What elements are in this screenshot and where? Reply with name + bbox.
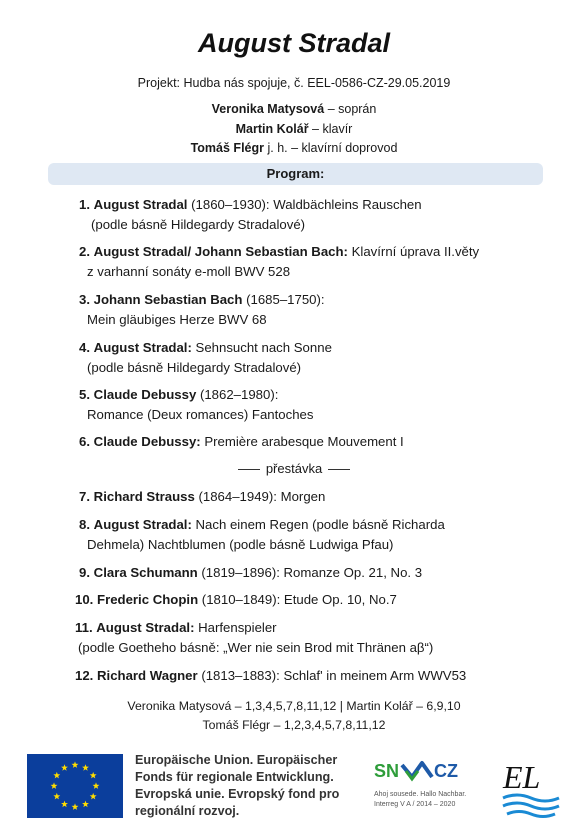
eu-star-icon — [51, 782, 58, 789]
eu-star-icon — [90, 793, 97, 800]
item-number: 2. — [79, 244, 90, 259]
performer-line — [0, 141, 588, 155]
program-item — [79, 563, 549, 583]
performer-line — [0, 102, 588, 116]
intermission — [0, 461, 588, 476]
item-number: 6. — [79, 434, 90, 449]
item-number: 4. — [79, 340, 90, 355]
eu-text-line: Fonds für regionale Entwicklung. — [135, 770, 334, 784]
program-item — [79, 487, 549, 507]
eu-text-line: regionální rozvoj. — [135, 804, 240, 818]
program-item — [79, 515, 549, 555]
program-item — [79, 385, 549, 425]
project-line: Projekt: Hudba nás spojuje, č. EEL-0586-CZ-29.05.2019 — [137, 76, 451, 90]
item-detail: (1862–1980): — [196, 387, 279, 402]
program-item — [79, 338, 549, 378]
divider — [328, 469, 350, 470]
eu-star-icon — [72, 761, 79, 768]
item-composer: Clara Schumann — [93, 565, 198, 580]
item-number: 1. — [79, 197, 90, 212]
item-detail: (1819–1896): Romanze Op. 21, No. 3 — [197, 565, 423, 580]
item-number: 8. — [79, 517, 90, 532]
item-subline: Romance (Deux romances) Fantoches — [87, 407, 314, 422]
performer-summary: Tomáš Flégr – 1,2,3,4,5,7,8,11,12 — [202, 718, 386, 732]
eu-text-line: Europäische Union. Europäischer — [135, 753, 338, 767]
item-subline: Dehmela) Nachtblumen (podle básně Ludwiga Pfau) — [87, 537, 394, 552]
item-composer: August Stradal: — [93, 517, 192, 532]
el-logo-text: EL — [503, 759, 541, 795]
item-number: 12. — [75, 668, 94, 683]
item-number: 10. — [75, 592, 94, 607]
sncz-mark-icon — [372, 757, 472, 785]
program-item — [79, 195, 549, 235]
item-composer: August Stradal — [93, 197, 188, 212]
item-detail: Harfenspieler — [194, 620, 277, 635]
item-number: 5. — [79, 387, 90, 402]
eu-star-icon — [53, 772, 60, 779]
sncz-tagline: Ahoj sousede. Hallo Nachbar. — [374, 791, 467, 798]
performer-name: Veronika Matysová — [211, 102, 325, 116]
item-detail: Nach einem Regen (podle básně Richarda — [191, 517, 445, 532]
eu-flag-logo — [27, 754, 123, 818]
item-detail: Sehnsucht nach Sonne — [191, 340, 332, 355]
program-item — [79, 290, 549, 330]
item-composer: August Stradal/ Johann Sebastian Bach: — [93, 244, 348, 259]
performer-line — [0, 122, 588, 136]
program-item — [79, 432, 549, 452]
item-subline: z varhanní sonáty e-moll BWV 528 — [87, 264, 291, 279]
sncz-sn-text: SN — [374, 761, 400, 781]
item-composer: August Stradal: — [93, 340, 192, 355]
program-heading: Program: — [48, 163, 543, 185]
item-composer: Frederic Chopin — [97, 592, 199, 607]
item-detail: (1813–1883): Schlaf' in meinem Arm WWV53 — [197, 668, 467, 683]
interreg-sncz-logo — [372, 757, 472, 819]
performer-role: j. h. – klavírní doprovod — [264, 141, 398, 155]
sncz-program-line: Interreg V A / 2014 – 2020 — [374, 801, 456, 808]
eu-text-line: Evropská unie. Evropský fond pro — [135, 787, 340, 801]
performer-summary: Veronika Matysová – 1,3,4,5,7,8,11,12 | Martin Kolář – 6,9,10 — [127, 699, 461, 713]
item-detail: (1810–1849): Etude Op. 10, No.7 — [198, 592, 397, 607]
eu-star-icon — [53, 793, 60, 800]
item-composer: Johann Sebastian Bach — [93, 292, 243, 307]
item-number: 11. — [75, 620, 93, 635]
program-item — [75, 618, 545, 658]
eu-star-icon — [82, 801, 89, 808]
item-subline: Mein gläubiges Herze BWV 68 — [87, 312, 267, 327]
sncz-cz-text: CZ — [434, 761, 458, 781]
eu-funding-text — [135, 752, 355, 820]
item-subline: (podle básně Hildegardy Stradalové) — [91, 217, 306, 232]
program-item — [75, 666, 545, 686]
item-detail: (1860–1930): Waldbächleins Rauschen — [187, 197, 422, 212]
item-detail: (1864–1949): Morgen — [194, 489, 326, 504]
eu-stars-icon — [27, 754, 123, 818]
page-title: August Stradal — [197, 28, 391, 58]
performer-role: – klavír — [308, 122, 353, 136]
item-number: 3. — [79, 292, 90, 307]
item-number: 9. — [79, 565, 90, 580]
eu-star-icon — [61, 801, 68, 808]
item-detail: Klavírní úprava II.věty — [347, 244, 480, 259]
eu-star-icon — [72, 803, 79, 810]
eu-star-icon — [90, 772, 97, 779]
item-subline: (podle básně Hildegardy Stradalové) — [87, 360, 302, 375]
el-logo — [497, 754, 561, 824]
eu-star-icon — [82, 764, 89, 771]
performer-name: Tomáš Flégr — [190, 141, 264, 155]
eu-star-icon — [93, 782, 100, 789]
program-item — [75, 590, 545, 610]
item-composer: Claude Debussy: — [93, 434, 201, 449]
item-detail: Première arabesque Mouvement I — [200, 434, 404, 449]
item-composer: Richard Strauss — [93, 489, 195, 504]
divider — [238, 469, 260, 470]
item-number: 7. — [79, 489, 90, 504]
performer-role: – soprán — [324, 102, 377, 116]
item-composer: Richard Wagner — [97, 668, 198, 683]
item-composer: August Stradal: — [96, 620, 195, 635]
item-detail: (1685–1750): — [242, 292, 325, 307]
item-subline: (podle Goetheho básně: „Wer nie sein Brod mit Thränen aβ“) — [78, 640, 434, 655]
program-item — [79, 242, 549, 282]
item-composer: Claude Debussy — [93, 387, 197, 402]
intermission-label: přestávka — [265, 461, 323, 476]
eu-star-icon — [61, 764, 68, 771]
performer-name: Martin Kolář — [235, 122, 309, 136]
